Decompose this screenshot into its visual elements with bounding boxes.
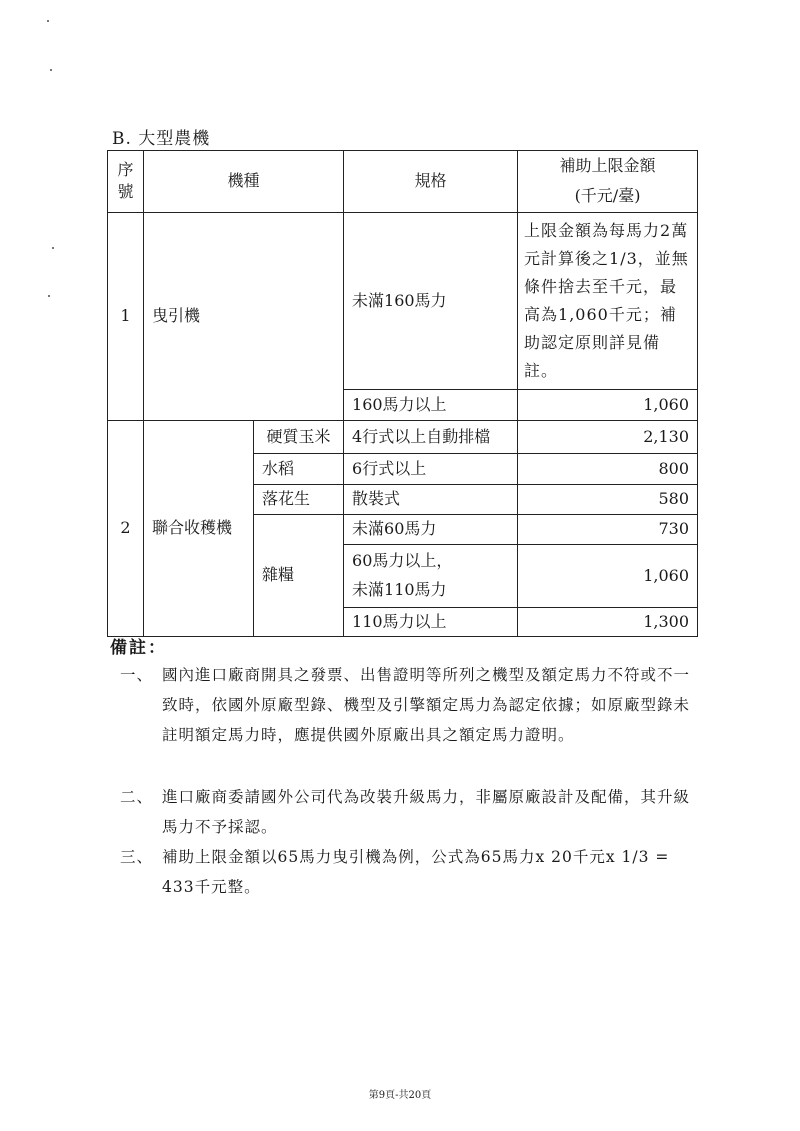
row-limit: 2,130 xyxy=(518,420,698,453)
scan-speck xyxy=(47,20,49,22)
scan-speck xyxy=(50,69,52,71)
table-row xyxy=(108,212,698,389)
note-number: 一、 xyxy=(120,666,154,684)
note-text: 補助上限金額以65馬力曳引機為例，公式為65馬力x 20千元x 1/3 = 433千元整。 xyxy=(162,848,670,896)
row-spec-line1: 60馬力以上， xyxy=(352,550,453,570)
note-item xyxy=(120,842,700,902)
header-no: 序號 xyxy=(108,151,144,213)
row-limit: 580 xyxy=(518,484,698,514)
notes-title: 備註： xyxy=(110,638,167,658)
row-limit: 800 xyxy=(518,453,698,484)
section-title: B. 大型農機 xyxy=(112,129,211,149)
row-limit: 1,300 xyxy=(518,607,698,636)
row-spec: 散裝式 xyxy=(344,484,518,514)
row-spec-line2: 未滿110馬力 xyxy=(352,579,447,599)
row-spec: 未滿60馬力 xyxy=(344,514,518,544)
page-footer: 第9頁-共20頁 xyxy=(368,1090,432,1101)
note-number: 二、 xyxy=(120,788,154,806)
row-no: 2 xyxy=(108,420,144,636)
row-limit: 1,060 xyxy=(518,389,698,420)
row-spec xyxy=(344,544,518,607)
row-no: 1 xyxy=(108,212,144,420)
header-limit-line1: 補助上限金額 xyxy=(559,156,656,175)
row-type: 聯合收穫機 xyxy=(144,420,254,636)
row-crop: 雜糧 xyxy=(254,514,344,636)
note-item xyxy=(120,782,700,842)
note-number: 三、 xyxy=(120,848,154,866)
row-limit: 730 xyxy=(518,514,698,544)
note-item xyxy=(120,660,700,750)
row-spec: 110馬力以上 xyxy=(344,607,518,636)
row-crop: 落花生 xyxy=(254,484,344,514)
header-spec: 規格 xyxy=(344,151,518,213)
row-limit: 1,060 xyxy=(518,544,698,607)
header-type: 機種 xyxy=(144,151,344,213)
table-header-row xyxy=(108,151,698,213)
header-limit-line2: (千元/臺) xyxy=(574,186,641,206)
row-crop: 水稻 xyxy=(254,453,344,484)
row-spec: 6行式以上 xyxy=(344,453,518,484)
note-text: 國內進口廠商開具之發票、出售證明等所列之機型及額定馬力不符或不一致時，依國外原廠型錄、機型及引擎額定馬力為認定依據；如原廠型錄未註明額定馬力時，應提供國外原廠出具之額定馬力證明。 xyxy=(162,666,691,744)
row-crop: 硬質玉米 xyxy=(254,420,344,453)
scan-speck xyxy=(48,295,50,297)
header-limit xyxy=(518,151,698,213)
subsidy-table xyxy=(107,150,698,637)
table-row xyxy=(108,420,698,453)
scan-speck xyxy=(52,247,54,249)
row-type: 曳引機 xyxy=(144,212,344,420)
row-limit-text: 上限金額為每馬力2萬元計算後之1/3，並無條件捨去至千元，最高為1,060千元；補助認定原則詳見備註。 xyxy=(518,212,698,389)
note-text: 進口廠商委請國外公司代為改裝升級馬力，非屬原廠設計及配備，其升級馬力不予採認。 xyxy=(162,788,691,836)
row-spec: 未滿160馬力 xyxy=(344,212,518,389)
row-spec: 4行式以上自動排檔 xyxy=(344,420,518,453)
row-spec: 160馬力以上 xyxy=(344,389,518,420)
